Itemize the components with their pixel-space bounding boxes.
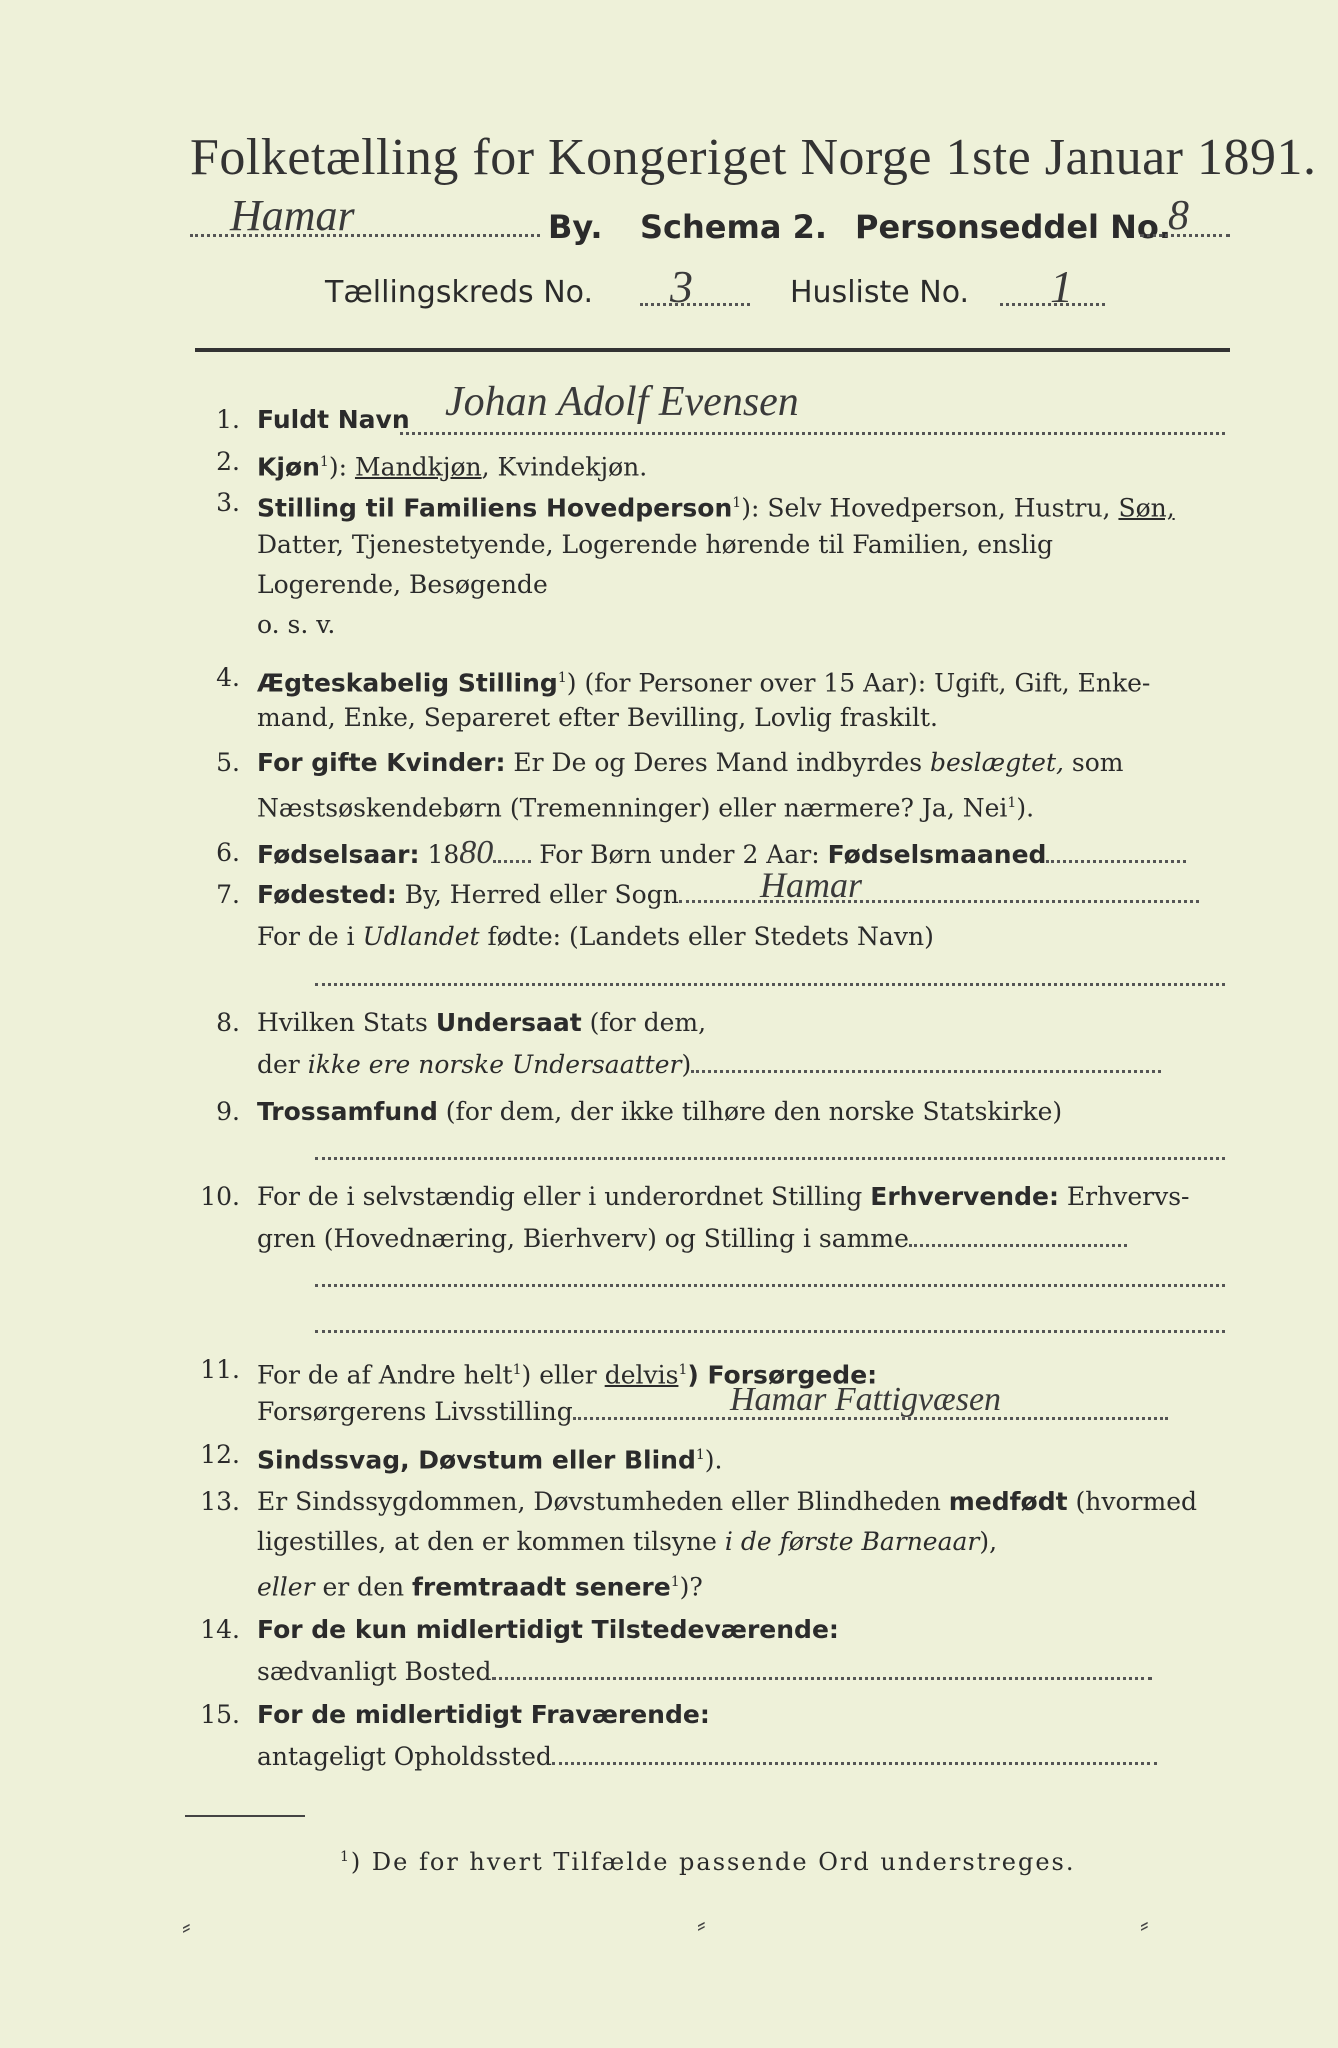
relation-selected: Søn, [1118, 493, 1175, 523]
item-7: 7. Fødested: By, Herred eller Sogn Hamar For de i Udlandet fødte: (Landets eller Stedets Navn) [190, 880, 1230, 1000]
full-name-label: Fuldt Navn [257, 405, 410, 434]
item-9: 9. Trossamfund (for dem, der ikke tilhøre den norske Statskirke) [190, 1097, 1230, 1167]
footnote: $^1$) De for hvert Tilfælde passende Ord understreges. [340, 1848, 1076, 1876]
taellingskreds-label: Tællingskreds No. [325, 275, 593, 310]
schema-label: Schema 2. [640, 208, 827, 246]
footnote-rule [185, 1815, 305, 1817]
husliste-value: 1 [1050, 261, 1073, 312]
by-label: By. [548, 208, 603, 246]
item-10: 10. For de i selvstændig eller i underordnet Stilling Erhvervende: Erhvervs- gren (Hovednæring, Bierhverv) og Stilling i samme [190, 1182, 1230, 1342]
birth-year-value: 80 [459, 834, 494, 871]
item-5: 5. For gifte Kvinder: Er De og Deres Mand indbyrdes beslægtet, som Næstsøskendebørn (Tremenninger) eller nærmere? Ja, Nei$^1$). [216, 748, 1124, 823]
birthplace-value: Hamar [760, 865, 863, 905]
corner-mark-left: ⸗ [182, 1912, 191, 1942]
item-14: 14. For de kun midlertidigt Tilstedeværende: sædvanligt Bosted [190, 1615, 1230, 1695]
item-15: 15. For de midlertidigt Fraværende: antageligt Opholdssted [190, 1700, 1230, 1780]
personseddel-value: 8 [1168, 193, 1189, 239]
header-rule [195, 348, 1230, 352]
provider-value: Hamar Fattigvæsen [730, 1381, 1002, 1418]
item-11: 11. For de af Andre helt$^1$) eller delvis$^1$) Forsørgede: Forsørgerens Livsstilling Hamar Fattigvæsen [190, 1355, 1230, 1435]
husliste-label: Husliste No. [790, 275, 970, 310]
item-13: 13. Er Sindssygdommen, Døvstumheden eller Blindheden medfødt (hvormed ligestilles, at den er kommen tilsyne i de første Barneaar), eller er den fremtraadt senere$^1$)? [200, 1487, 1197, 1602]
gender-selected: Mandkjøn [354, 452, 482, 482]
corner-mark-center: ⸗ [697, 1910, 706, 1940]
item-3: 3. Stilling til Familiens Hovedperson$^1$): Selv Hovedperson, Hustru, Søn, Datter, Tjenestetyende, Logerende hørende til Familien, enslig Logerende, Besøgende o. s. v. [216, 488, 1175, 639]
full-name-value: Johan Adolf Evensen [445, 379, 799, 425]
item-4: 4. Ægteskabelig Stilling$^1$) (for Personer over 15 Aar): Ugift, Gift, Enke- mand, Enke, Separeret efter Bevilling, Lovlig fraskilt. [216, 663, 1151, 732]
personseddel-label: Personseddel No. [855, 208, 1172, 246]
census-form: Folketælling for Kongeriget Norge 1ste Januar 1891. Hamar By. Schema 2. Personseddel No. 8 Tællingskreds No. 3 Husliste No. 1 1. Fuldt Navn Johan Adolf Evensen 2. Kjøn$^1$): Mandkjøn, Kvindekjøn. 3. Stilling til Familiens Hovedperson$^1$): Selv Hovedperson, Hustru, Søn, Datter, Tjenestetyende, Logerende hørende til Familien, enslig Logerende, Besøgende o. s. v. 4. Ægteskabelig Stilling$^1$) (for Personer over 15 Aar): Ugift, Gift, Enke- mand, Enke, Separeret efter Bevilling, Lovlig fraskilt. 5. For gifte Kvinder: Er De og Deres Mand indbyrdes beslægtet, som Næstsøskendebørn (Tremenninger) eller nærmere? Ja, Nei$^1$). 6. Fødselsaar: 1880 For Børn under 2 Aar: Fødselsmaaned 7. Fødested: By, Herred eller Sogn Hamar For de i Udlandet fødte: (Landets eller Stedets Navn) 8. Hvilken Stats Undersaat (for dem, der ikke ere norske Undersaatter) 9. Trossamfund (for dem, der ikke tilhøre den norske Statskirke) 10. For de i selvstændig eller i underordnet Stilling Erhvervende: Erhvervs- gren (Hovednæring, Bierhverv) og Stilling i samme 11. For de af Andre helt$^1$) eller delvis$^1$) Forsørgede: Forsørgerens Livsstilling Hamar Fattigvæsen 12. Sindssvag, Døvstum eller Blind$^1$). 13. Er Sindssygdommen, Døvstumheden eller Blindheden medfødt (hvormed ligestilles, at den er kommen tilsyne i de første Barneaar), eller er den fremtraadt senere$^1$)? 14. For de kun midlertidigt Tilstedeværende: sædvanligt Bosted 15. For de midlertidigt Fraværende: antageligt Opholdssted $^1$) De for hvert Tilfælde passende Ord understreges. ⸗ ⸗ ⸗ [182, 129, 1317, 1942]
support-selected: delvis [604, 1360, 679, 1390]
form-title: Folketælling for Kongeriget Norge 1ste Januar 1891. [190, 129, 1317, 186]
city-value: Hamar [230, 191, 355, 240]
item-1: 1. Fuldt Navn Johan Adolf Evensen [190, 405, 1230, 445]
corner-mark-right: ⸗ [1140, 1910, 1149, 1940]
item-8: 8. Hvilken Stats Undersaat (for dem, der ikke ere norske Undersaatter) [190, 1008, 1230, 1088]
taellingskreds-value: 3 [670, 261, 693, 312]
